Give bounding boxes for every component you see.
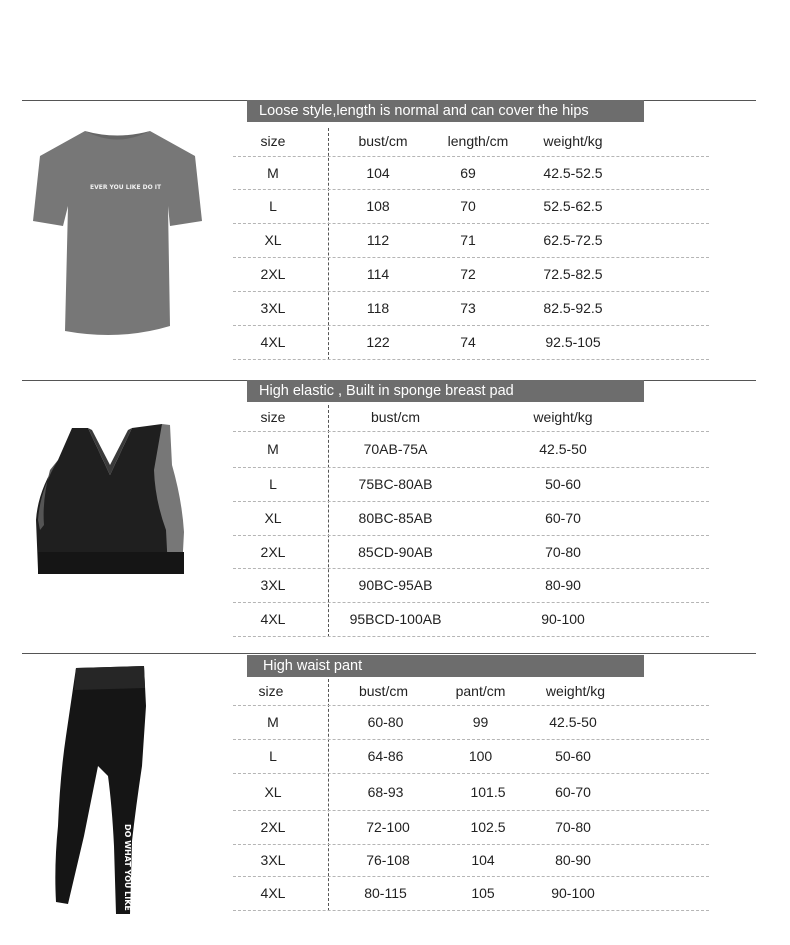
- weight-cell: 60-70: [545, 510, 581, 526]
- size-cell: L: [269, 476, 277, 492]
- section-divider-3: [22, 653, 756, 654]
- header-size: size: [260, 409, 286, 425]
- header-weight: weight/kg: [545, 683, 606, 699]
- length-cell: 71: [460, 232, 476, 248]
- sports-bra-image: [30, 420, 190, 580]
- header-bust: bust/cm: [358, 133, 408, 149]
- length-cell: 74: [460, 334, 476, 350]
- size-cell: 2XL: [260, 543, 286, 560]
- table-row: [233, 705, 709, 740]
- bust-cell: 122: [366, 334, 390, 350]
- pant-cell: 105: [471, 885, 495, 901]
- size-cell: 3XL: [260, 577, 286, 593]
- length-cell: 72: [460, 266, 476, 282]
- bust-cell: 68-93: [367, 783, 404, 800]
- weight-cell: 42.5-50: [549, 714, 597, 730]
- table-row: [233, 467, 709, 502]
- size-cell: XL: [264, 232, 282, 248]
- weight-cell: 70-80: [545, 543, 581, 560]
- weight-cell: 50-60: [545, 476, 581, 492]
- header-bust: bust/cm: [358, 683, 408, 699]
- weight-cell: 90-100: [541, 611, 585, 627]
- size-cell: 2XL: [260, 266, 286, 282]
- pant-cell: 100: [468, 748, 493, 764]
- size-cell: 4XL: [260, 611, 286, 627]
- size-cell: 4XL: [260, 334, 286, 350]
- bust-cell: 95BCD-100AB: [349, 611, 442, 627]
- size-cell: 4XL: [260, 885, 286, 901]
- length-cell: 70: [460, 198, 476, 214]
- bust-cell: 70AB-75A: [363, 441, 428, 457]
- bust-cell: 80BC-85AB: [358, 510, 433, 526]
- weight-cell: 42.5-52.5: [543, 164, 603, 181]
- header-bust: bust/cm: [370, 409, 420, 425]
- header-pant: pant/cm: [455, 683, 506, 699]
- section-banner-2: High elastic , Built in sponge breast pad: [247, 380, 644, 402]
- size-cell: XL: [264, 783, 282, 800]
- table-row: [233, 535, 709, 569]
- size-cell: 3XL: [260, 852, 286, 868]
- size-cell: 2XL: [260, 819, 286, 835]
- tshirt-image: [30, 126, 205, 341]
- header-size: size: [258, 683, 284, 699]
- table-row: [233, 739, 709, 774]
- size-cell: M: [267, 164, 279, 181]
- header-weight: weight/kg: [543, 133, 603, 149]
- bust-cell: 64-86: [367, 748, 404, 764]
- size-cell: M: [267, 441, 279, 457]
- bust-cell: 72-100: [366, 819, 410, 835]
- table-row: [233, 876, 709, 911]
- bust-cell: 80-115: [364, 885, 407, 901]
- table-row: [233, 189, 709, 224]
- weight-cell: 70-80: [555, 819, 591, 835]
- table-row: [233, 431, 709, 468]
- table-header-row: [233, 403, 709, 432]
- pant-cell: 99: [472, 714, 489, 730]
- bust-cell: 118: [366, 300, 390, 316]
- section-banner-3: High waist pant: [247, 655, 644, 677]
- table-row: [233, 156, 709, 190]
- bust-cell: 60-80: [367, 714, 404, 730]
- leggings-image: [46, 666, 150, 918]
- size-cell: M: [267, 714, 279, 730]
- table-row: [233, 602, 709, 637]
- header-length: length/cm: [447, 133, 509, 149]
- table-row: [233, 810, 709, 845]
- table-header-row: [233, 677, 709, 706]
- weight-cell: 92.5-105: [545, 334, 601, 350]
- weight-cell: 80-90: [555, 852, 591, 868]
- length-cell: 73: [460, 300, 476, 316]
- table-row: [233, 568, 709, 603]
- bust-cell: 114: [366, 266, 390, 282]
- table-row: [233, 223, 709, 258]
- size-cell: L: [269, 748, 277, 764]
- tshirt-print-text: EVER YOU LIKE DO IT: [90, 184, 162, 191]
- pant-cell: 102.5: [470, 819, 506, 835]
- weight-cell: 82.5-92.5: [543, 300, 603, 316]
- weight-cell: 80-90: [545, 577, 581, 593]
- table-row: [233, 773, 709, 811]
- weight-cell: 42.5-50: [539, 441, 587, 457]
- weight-cell: 50-60: [555, 748, 591, 764]
- leggings-print-text: DO WHAT YOU LIKE: [123, 824, 132, 911]
- size-cell: L: [269, 198, 277, 214]
- weight-cell: 90-100: [551, 885, 595, 901]
- bust-cell: 76-108: [366, 852, 410, 868]
- weight-cell: 72.5-82.5: [543, 266, 603, 282]
- header-size: size: [260, 133, 286, 149]
- size-cell: 3XL: [260, 300, 286, 316]
- section-banner-1: Loose style,length is normal and can cover the hips: [247, 100, 644, 122]
- table-row: [233, 291, 709, 326]
- table-row: [233, 844, 709, 877]
- bust-cell: 85CD-90AB: [358, 543, 433, 560]
- bust-cell: 104: [366, 164, 390, 181]
- table-header-row: [233, 126, 709, 157]
- weight-cell: 62.5-72.5: [543, 232, 603, 248]
- pant-cell: 104: [471, 852, 495, 868]
- table-row: [233, 325, 709, 360]
- header-weight: weight/kg: [533, 409, 593, 425]
- weight-cell: 60-70: [555, 783, 591, 800]
- bust-cell: 90BC-95AB: [358, 577, 433, 593]
- table-row: [233, 257, 709, 292]
- table-row: [233, 501, 709, 536]
- size-cell: XL: [264, 510, 282, 526]
- bust-cell: 75BC-80AB: [358, 476, 433, 492]
- pant-cell: 101.5: [470, 783, 506, 800]
- bust-cell: 112: [366, 232, 390, 248]
- length-cell: 69: [460, 164, 476, 181]
- weight-cell: 52.5-62.5: [543, 198, 603, 214]
- bust-cell: 108: [366, 198, 390, 214]
